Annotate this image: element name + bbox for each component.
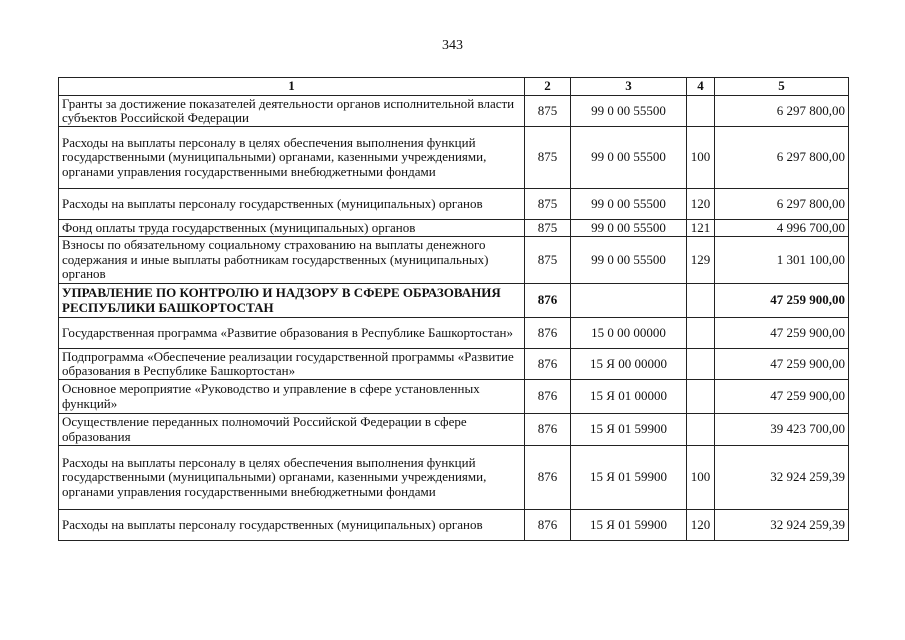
row-name-cell: Подпрограмма «Обеспечение реализации государственной программы «Развитие образования в Республике Башкортостан» — [59, 349, 525, 380]
row-vr-cell — [687, 414, 715, 446]
column-header-dept: 2 — [525, 78, 571, 96]
row-csr-cell: 15 Я 01 59900 — [571, 446, 687, 510]
row-name-cell: Взносы по обязательному социальному страхованию на выплаты денежного содержания и иные выплаты работникам государственных (муниципальных) органов — [59, 237, 525, 284]
row-csr-cell: 15 Я 01 59900 — [571, 414, 687, 446]
column-header-name: 1 — [59, 78, 525, 96]
row-name-cell: Основное мероприятие «Руководство и управление в сфере установленных функций» — [59, 380, 525, 414]
row-amount-cell: 1 301 100,00 — [715, 237, 849, 284]
table-row — [59, 284, 849, 318]
column-header-vr: 4 — [687, 78, 715, 96]
row-csr-cell: 99 0 00 55500 — [571, 127, 687, 189]
row-name-cell: Фонд оплаты труда государственных (муниципальных) органов — [59, 220, 525, 237]
page-number: 343 — [442, 38, 463, 53]
row-name-cell: Расходы на выплаты персоналу государственных (муниципальных) органов — [59, 510, 525, 541]
row-csr-cell: 15 Я 01 00000 — [571, 380, 687, 414]
row-dept-cell: 876 — [525, 510, 571, 541]
row-name-cell: УПРАВЛЕНИЕ ПО КОНТРОЛЮ И НАДЗОРУ В СФЕРЕ ОБРАЗОВАНИЯ РЕСПУБЛИКИ БАШКОРТОСТАН — [59, 284, 525, 318]
row-dept-cell: 875 — [525, 96, 571, 127]
row-csr-cell: 15 Я 01 59900 — [571, 510, 687, 541]
table-row — [59, 380, 849, 414]
row-dept-cell: 875 — [525, 127, 571, 189]
row-vr-cell: 121 — [687, 220, 715, 237]
row-amount-cell: 47 259 900,00 — [715, 284, 849, 318]
row-name-cell: Расходы на выплаты персоналу в целях обеспечения выполнения функций государственными (муниципальными) органами, казенными учреждениями, органами управления государственными внебюджетными фондами — [59, 446, 525, 510]
row-amount-cell: 39 423 700,00 — [715, 414, 849, 446]
row-amount-cell: 4 996 700,00 — [715, 220, 849, 237]
row-dept-cell: 875 — [525, 189, 571, 220]
row-vr-cell: 120 — [687, 189, 715, 220]
row-csr-cell: 15 Я 00 00000 — [571, 349, 687, 380]
table-body — [59, 96, 849, 541]
row-vr-cell — [687, 284, 715, 318]
row-dept-cell: 875 — [525, 237, 571, 284]
row-name-cell: Гранты за достижение показателей деятельности органов исполнительной власти субъектов Российской Федерации — [59, 96, 525, 127]
row-amount-cell: 32 924 259,39 — [715, 446, 849, 510]
column-header-csr: 3 — [571, 78, 687, 96]
table-row — [59, 446, 849, 510]
row-amount-cell: 6 297 800,00 — [715, 96, 849, 127]
row-vr-cell — [687, 380, 715, 414]
table-row — [59, 220, 849, 237]
table-row — [59, 96, 849, 127]
row-csr-cell: 99 0 00 55500 — [571, 220, 687, 237]
column-header-amount: 5 — [715, 78, 849, 96]
row-vr-cell: 120 — [687, 510, 715, 541]
table-row — [59, 189, 849, 220]
table-row — [59, 318, 849, 349]
row-name-cell: Расходы на выплаты персоналу в целях обеспечения выполнения функций государственными (муниципальными) органами, казенными учреждениями, органами управления государственными внебюджетными фондами — [59, 127, 525, 189]
table-row — [59, 414, 849, 446]
row-amount-cell: 47 259 900,00 — [715, 349, 849, 380]
table-row — [59, 510, 849, 541]
table-row — [59, 127, 849, 189]
row-dept-cell: 876 — [525, 380, 571, 414]
row-amount-cell: 6 297 800,00 — [715, 189, 849, 220]
table-row — [59, 237, 849, 284]
row-dept-cell: 875 — [525, 220, 571, 237]
row-dept-cell: 876 — [525, 349, 571, 380]
row-name-cell: Расходы на выплаты персоналу государственных (муниципальных) органов — [59, 189, 525, 220]
row-dept-cell: 876 — [525, 284, 571, 318]
row-vr-cell: 100 — [687, 127, 715, 189]
table-header-row — [59, 78, 849, 96]
row-csr-cell: 99 0 00 55500 — [571, 237, 687, 284]
row-name-cell: Осуществление переданных полномочий Российской Федерации в сфере образования — [59, 414, 525, 446]
row-vr-cell — [687, 349, 715, 380]
row-amount-cell: 32 924 259,39 — [715, 510, 849, 541]
row-name-cell: Государственная программа «Развитие образования в Республике Башкортостан» — [59, 318, 525, 349]
row-amount-cell: 6 297 800,00 — [715, 127, 849, 189]
row-vr-cell: 129 — [687, 237, 715, 284]
table-row — [59, 349, 849, 380]
budget-table — [58, 77, 849, 541]
row-dept-cell: 876 — [525, 318, 571, 349]
row-dept-cell: 876 — [525, 446, 571, 510]
row-csr-cell — [571, 284, 687, 318]
row-vr-cell — [687, 318, 715, 349]
row-vr-cell: 100 — [687, 446, 715, 510]
row-csr-cell: 99 0 00 55500 — [571, 96, 687, 127]
row-dept-cell: 876 — [525, 414, 571, 446]
row-amount-cell: 47 259 900,00 — [715, 380, 849, 414]
row-vr-cell — [687, 96, 715, 127]
row-csr-cell: 99 0 00 55500 — [571, 189, 687, 220]
row-csr-cell: 15 0 00 00000 — [571, 318, 687, 349]
row-amount-cell: 47 259 900,00 — [715, 318, 849, 349]
